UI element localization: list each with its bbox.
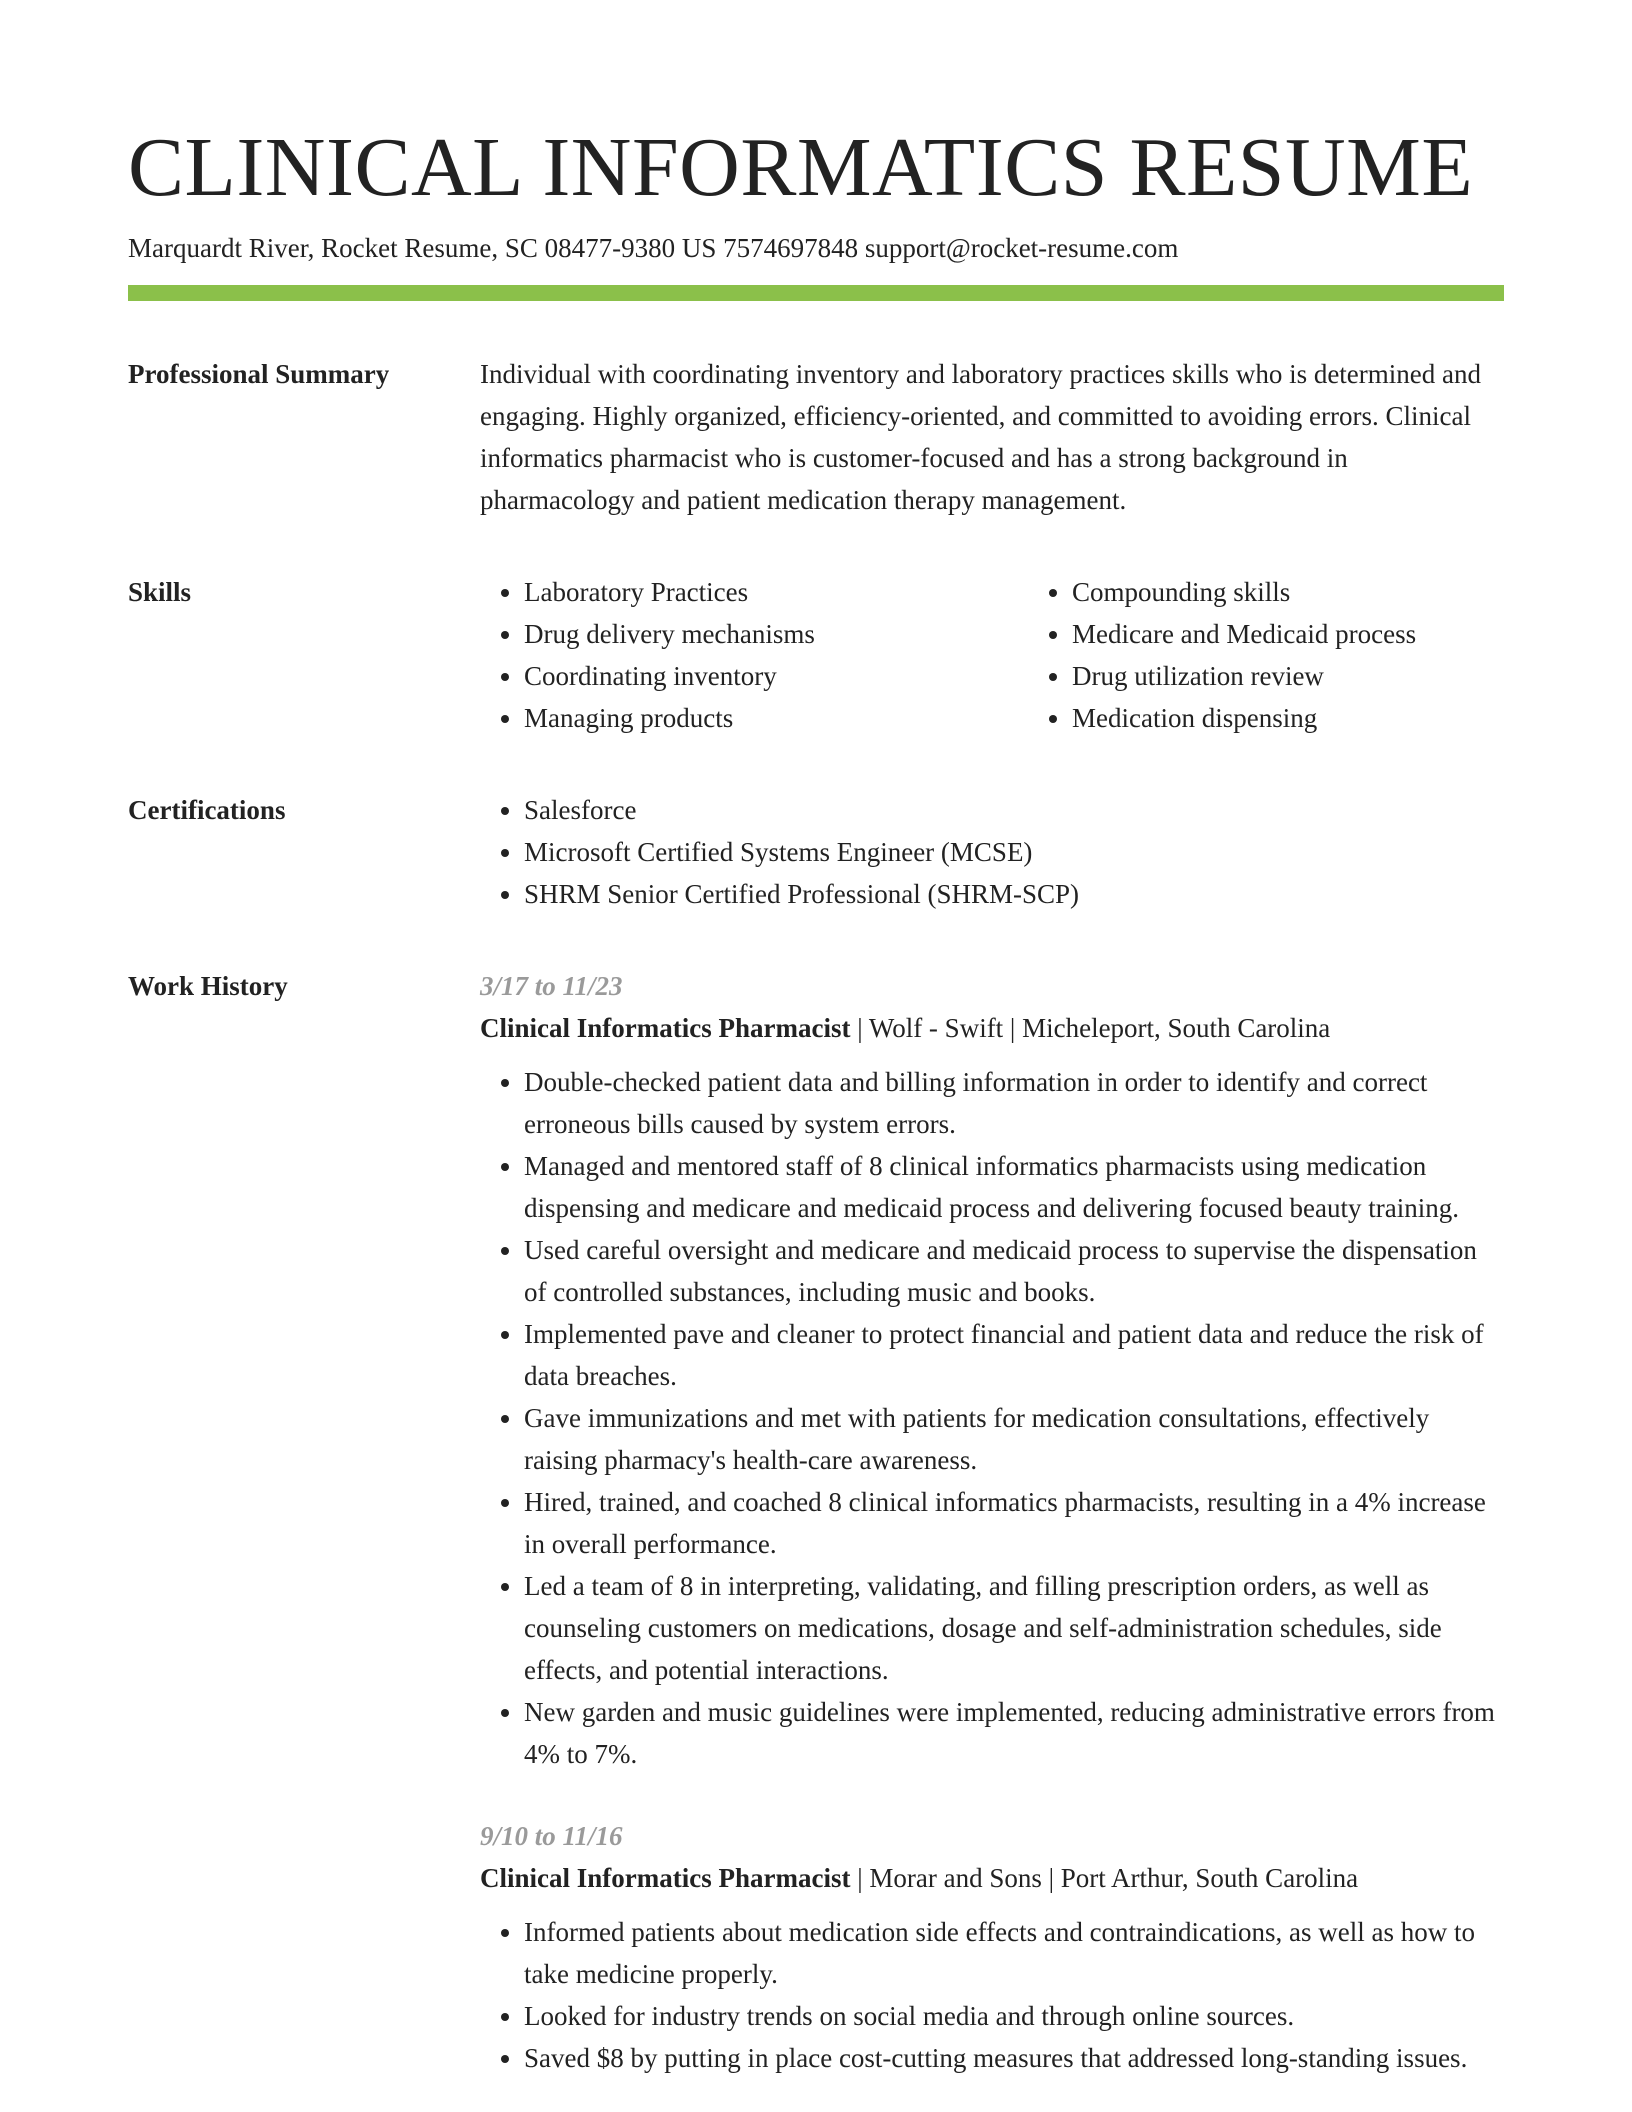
certification-item: • Microsoft Certified Systems Engineer (MCSE) (524, 831, 1504, 873)
job-bullet: • Hired, trained, and coached 8 clinical informatics pharmacists, resulting in a 4% increase in overall performance. (524, 1481, 1504, 1565)
job-bullet: • Used careful oversight and medicare and medicaid process to supervise the dispensation of controlled substances, including music and books. (524, 1229, 1504, 1313)
skill-item: • Drug delivery mechanisms (524, 613, 1028, 655)
skills-label: Skills (128, 577, 192, 607)
skills-body (480, 571, 1576, 739)
job-bullet: • Informed patients about medication side effects and contraindications, as well as how to take medicine properly. (524, 1911, 1504, 1995)
job-bullet: • Looked for industry trends on social media and through online sources. (524, 1995, 1504, 2037)
job-bullet: • Saved $8 by putting in place cost-cutting measures that addressed long-standing issues. (524, 2037, 1504, 2079)
job-details: | Wolf - Swift | Micheleport, South Carolina (850, 1013, 1331, 1043)
work-history-body (480, 965, 1504, 2079)
summary-text: Individual with coordinating inventory and laboratory practices skills who is determined and engaging. Highly organized, efficiency-oriented, and committed to avoiding errors. Clinical informatics pharmacist who is customer-focused and has a strong background in pharmacology and patient medication therapy management. (480, 359, 1482, 515)
job-bullet: • Gave immunizations and met with patients for medication consultations, effectively raising pharmacy's health-care awareness. (524, 1397, 1504, 1481)
certification-item: • SHRM Senior Certified Professional (SHRM-SCP) (524, 873, 1504, 915)
job-bullet: • Double-checked patient data and billing information in order to identify and correct erroneous bills caused by system errors. (524, 1061, 1504, 1145)
resume-title: CLINICAL INFORMATICS RESUME (128, 121, 1474, 214)
skill-item: • Medicare and Medicaid process (1072, 613, 1576, 655)
work-history-label: Work History (128, 971, 288, 1001)
job-role: Clinical Informatics Pharmacist (480, 1863, 851, 1893)
certification-item: • Salesforce (524, 789, 1504, 831)
accent-divider (128, 285, 1504, 301)
skill-item: • Compounding skills (1072, 571, 1576, 613)
skill-item: • Medication dispensing (1072, 697, 1576, 739)
job-bullet: • New garden and music guidelines were implemented, reducing administrative errors from 4% to 7%. (524, 1691, 1504, 1775)
job-bullets (480, 1061, 1504, 1775)
skills-list-right (1028, 571, 1576, 739)
summary-section (128, 353, 1504, 521)
job-bullet: • Led a team of 8 in interpreting, validating, and filling prescription orders, as well as counseling customers on medications, dosage and self-administration schedules, side effects, and potential interactions. (524, 1565, 1504, 1691)
job-bullet: • Managed and mentored staff of 8 clinical informatics pharmacists using medication dispensing and medicare and medicaid process and delivering focused beauty training. (524, 1145, 1504, 1229)
skill-item: • Coordinating inventory (524, 655, 1028, 697)
summary-label: Professional Summary (128, 359, 390, 389)
job-dates: 3/17 to 11/23 (480, 971, 623, 1001)
resume-page (128, 120, 1504, 2079)
job-bullets (480, 1911, 1504, 2079)
skill-item: • Drug utilization review (1072, 655, 1576, 697)
skills-list-left (480, 571, 1028, 739)
job-details: | Morar and Sons | Port Arthur, South Carolina (850, 1863, 1359, 1893)
skills-section (128, 571, 1504, 739)
job-bullet: • Implemented pave and cleaner to protect financial and patient data and reduce the risk of data breaches. (524, 1313, 1504, 1397)
certifications-body (480, 789, 1504, 915)
summary-body (480, 353, 1504, 521)
job-title-line (480, 1857, 1504, 1899)
certifications-section (128, 789, 1504, 915)
job-entry (480, 1815, 1504, 2079)
certifications-label: Certifications (128, 795, 286, 825)
job-title-line (480, 1007, 1504, 1049)
job-entry (480, 965, 1504, 1775)
contact-line: Marquardt River, Rocket Resume, SC 08477-9380 US 7574697848 support@rocket-resume.com (128, 233, 1179, 263)
skill-item: • Managing products (524, 697, 1028, 739)
certifications-list (480, 789, 1504, 915)
skills-columns (480, 571, 1576, 739)
job-dates: 9/10 to 11/16 (480, 1821, 623, 1851)
job-role: Clinical Informatics Pharmacist (480, 1013, 851, 1043)
work-history-section (128, 965, 1504, 2079)
skill-item: • Laboratory Practices (524, 571, 1028, 613)
